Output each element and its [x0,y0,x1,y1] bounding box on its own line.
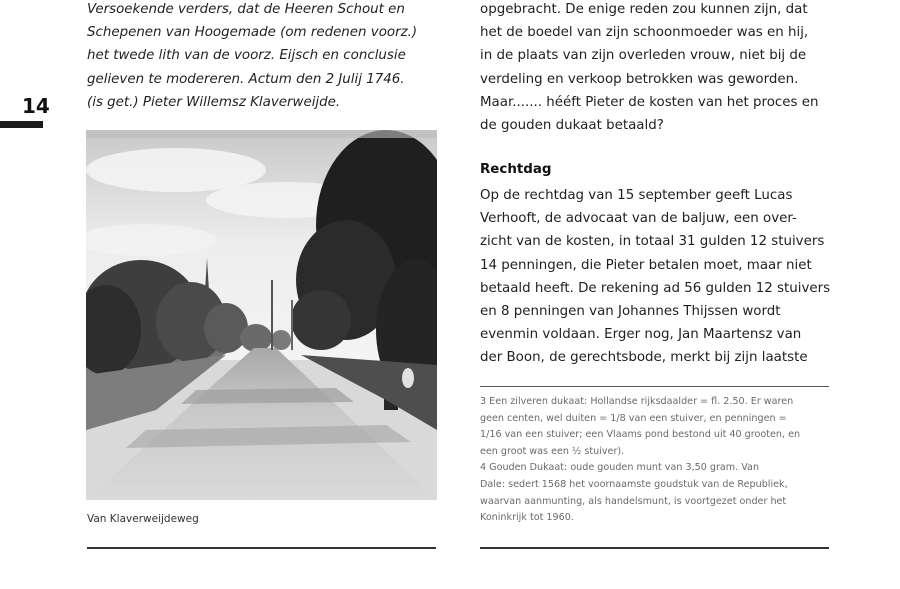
section-line: en 8 penningen van Johannes Thijssen wordt [480,304,781,320]
footnote-line: geen centen, wel duiten = 1/8 van een stuiver, en penningen = [480,412,787,424]
road-photograph [86,130,437,500]
section-line: der Boon, de gerechtsbode, merkt bij zijn laatste [480,350,808,366]
quote-line: het twede lith van de voorz. Eijsch en conclusie [87,48,406,64]
archival-quote [87,0,447,114]
section-line: 14 penningen, die Pieter betalen moet, maar niet [480,257,812,273]
section-line: Verhooft, de advocaat van de baljuw, een over- [480,211,797,227]
footnote-line: Dale: sedert 1568 het voornaamste goudstuk van de Republiek, [480,478,788,490]
footnote-line: waarvan aanmunting, als handelsmunt, is voortgezet onder het [480,495,787,507]
footnotes [480,394,832,527]
quote-line: gelieven te modereren. Actum den 2 Julij 1746. [87,71,405,87]
body-line: in de plaats van zijn overleden vrouw, niet bij de [480,48,807,64]
photo-caption: Van Klaverweijdeweg [87,513,199,525]
footnote-line: 1/16 van een stuiver; een Vlaams pond bestond uit 40 grooten, en [480,429,801,441]
section-heading: Rechtdag [480,162,552,177]
quote-line: Schepenen van Hoogemade (om redenen voorz.) [87,25,418,41]
footnote-line: 4 Gouden Dukaat: oude gouden munt van 3,50 gram. Van [480,462,760,474]
page-number-tab [0,121,43,128]
body-paragraph [480,0,840,137]
footnote-separator [480,386,829,387]
body-line: het de boedel van zijn schoonmoeder was en hij, [480,25,809,41]
section-line: evenmin voldaan. Erger nog, Jan Maartensz van [480,327,802,343]
section-line: betaald heeft. De rekening ad 56 gulden 12 stuivers [480,280,831,296]
footnote-line: 3 Een zilveren dukaat: Hollandse rijksdaalder = fl. 2.50. Er waren [480,396,794,407]
left-bottom-rule [87,547,436,549]
footnote-line: een groot was een ½ stuiver). [480,445,625,457]
footnote-line: Koninkrijk tot 1960. [480,512,574,524]
right-bottom-rule [480,547,829,549]
body-line: opgebracht. De enige reden zou kunnen zijn, dat [480,2,808,17]
page-number: 14 [22,94,50,118]
section-line: Op de rechtdag van 15 september geeft Lucas [480,188,793,203]
section-line: zicht van de kosten, in totaal 31 gulden 12 stuivers [480,234,825,250]
quote-line: Versoekende verders, dat de Heeren Schout en [87,2,405,17]
body-line: Maar....... hééft Pieter de kosten van het proces en [480,94,819,110]
body-line: de gouden dukaat betaald? [480,118,664,134]
section-paragraph [480,184,840,370]
body-line: verdeling en verkoop betrokken was geworden. [480,71,799,87]
quote-line: (is get.) Pieter Willemsz Klaverweijde. [87,94,341,110]
